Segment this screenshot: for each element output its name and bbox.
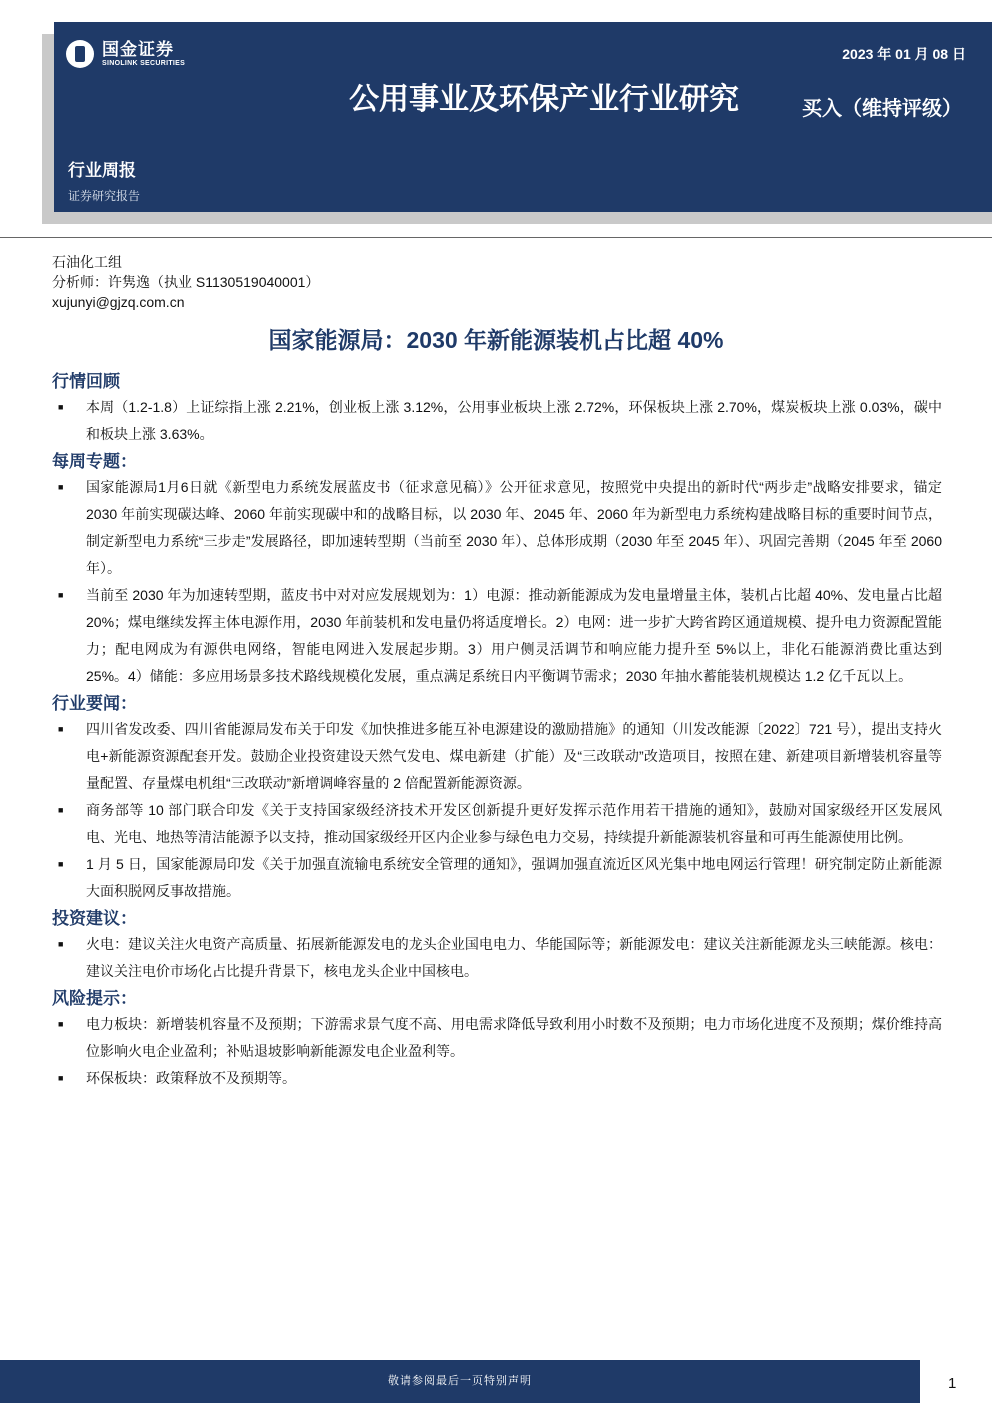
item-text: 电力板块：新增装机容量不及预期；下游需求景气度不高、用电需求降低导致利用小时数不及预期；电力市场化进度不及预期；煤价维持高位影响火电企业盈利；补贴退坡影响新能源发电企业盈利等。 <box>86 1016 942 1059</box>
research-group: 石油化工组 <box>52 254 122 270</box>
analyst-name: 分析师：许隽逸（执业 S1130519040001） <box>52 274 320 290</box>
list-item <box>52 797 942 851</box>
list-item <box>52 1065 942 1092</box>
bullet-square-icon: ■ <box>58 1019 64 1029</box>
list-item <box>52 474 942 582</box>
bullet-square-icon: ■ <box>58 939 64 949</box>
analyst-email[interactable]: xujunyi@gjzq.com.cn <box>52 294 185 310</box>
item-text: 国家能源局1月6日就《新型电力系统发展蓝皮书（征求意见稿）》公开征求意见，按照党中央提出的新时代“两步走”战略安排要求，锚定 2030 年前实现碳达峰、2060 年前实现碳中和的战略目标，以 2030 年、2045 年、2060 年为新型电力系统构建战略目标的重要时间节点，制定新型电力系统“三步走”发展路径，即加速转型期（当前至 2030 年）、总体形成期（2030 年至 2045 年）、巩固完善期（2045 年至 2060 年）。 <box>86 479 942 576</box>
report-type: 行业周报 <box>68 161 136 180</box>
bullet-square-icon: ■ <box>58 482 64 492</box>
analyst-info <box>52 252 319 312</box>
report-date: 2023 年 01 月 08 日 <box>842 46 966 62</box>
item-text: 四川省发改委、四川省能源局发布关于印发《加快推进多能互补电源建设的激励措施》的通知（川发改能源〔2022〕721 号），提出支持火电+新能源资源配套开发。鼓励企业投资建设天然气发电、煤电新建（扩能）及“三改联动”改造项目，按照在建、新建项目新增装机容量等量配置、存量煤电机组“三改联动”新增调峰容量的 2 倍配置新能源资源。 <box>86 721 942 791</box>
bullet-square-icon: ■ <box>58 402 64 412</box>
rating-label: 买入（维持评级） <box>802 98 962 120</box>
bullet-square-icon: ■ <box>58 724 64 734</box>
bullet-square-icon: ■ <box>58 1073 64 1083</box>
list-item <box>52 394 942 448</box>
bullet-square-icon: ■ <box>58 805 64 815</box>
item-text: 环保板块：政策释放不及预期等。 <box>86 1070 296 1086</box>
report-title: 公用事业及环保产业行业研究 <box>349 83 739 116</box>
item-text: 1 月 5 日，国家能源局印发《关于加强直流输电系统安全管理的通知》，强调加强直流近区风光集中地电网运行管理！研究制定防止新能源大面积脱网反事故措施。 <box>86 856 942 899</box>
page-number: 1 <box>948 1375 957 1392</box>
list-item <box>52 931 942 985</box>
logo-name-cn: 国金证券 <box>102 39 174 59</box>
report-header <box>54 22 992 212</box>
list-item <box>52 582 942 690</box>
bullet-square-icon: ■ <box>58 590 64 600</box>
item-text: 火电：建议关注火电资产高质量、拓展新能源发电的龙头企业国电电力、华能国际等；新能源发电：建议关注新能源龙头三峡能源。核电：建议关注电价市场化占比提升背景下，核电龙头企业中国核电。 <box>86 936 942 979</box>
bullet-square-icon: ■ <box>58 859 64 869</box>
list-item <box>52 851 942 905</box>
disclaimer-note: 敬请参阅最后一页特别声明 <box>388 1375 532 1387</box>
report-subtype: 证券研究报告 <box>68 189 141 203</box>
list-item <box>52 716 942 797</box>
divider <box>0 237 992 238</box>
item-text: 当前至 2030 年为加速转型期，蓝皮书中对对应发展规划为：1）电源：推动新能源成为发电量增量主体，装机占比超 40%、发电量占比超 20%；煤电继续发挥主体电源作用，2030 年前装机和发电量仍将适度增长。2）电网：进一步扩大跨省跨区通道规模、提升电力资源配置能力；配电网成为有源供电网络，智能电网进入发展起步期。3）用户侧灵活调节和响应能力提升至 5%以上，非化石能源消费比重达到 25%。4）储能：多应用场景多技术路线规模化发展，重点满足系统日内平衡调节需求；2030 年抽水蓄能装机规模达 1.2 亿千瓦以上。 <box>86 587 942 684</box>
section-title-risk-warning: 风险提示： <box>52 989 137 1008</box>
list-item <box>52 1011 942 1065</box>
section-title-weekly-topic: 每周专题： <box>52 452 137 471</box>
section-title-industry-news: 行业要闻： <box>52 694 137 713</box>
logo-name-en: SINOLINK SECURITIES <box>102 59 186 67</box>
logo-icon <box>66 40 94 68</box>
section-title-investment-advice: 投资建议： <box>52 909 137 928</box>
item-text: 本周（1.2-1.8）上证综指上涨 2.21%，创业板上涨 3.12%，公用事业板块上涨 2.72%，环保板块上涨 2.70%，煤炭板块上涨 0.03%，碳中和板块上涨 3.63%。 <box>86 399 942 442</box>
report-body <box>52 368 942 1092</box>
item-text: 商务部等 10 部门联合印发《关于支持国家级经济技术开发区创新提升更好发挥示范作用若干措施的通知》，鼓励对国家级经开区发展风电、光电、地热等清洁能源予以支持，推动国家级经开区内企业参与绿色电力交易，持续提升新能源装机容量和可再生能源使用比例。 <box>86 802 942 845</box>
report-headline: 国家能源局：2030 年新能源装机占比超 40% <box>268 327 724 353</box>
company-logo <box>66 40 185 68</box>
section-title-market-review: 行情回顾 <box>52 372 120 391</box>
